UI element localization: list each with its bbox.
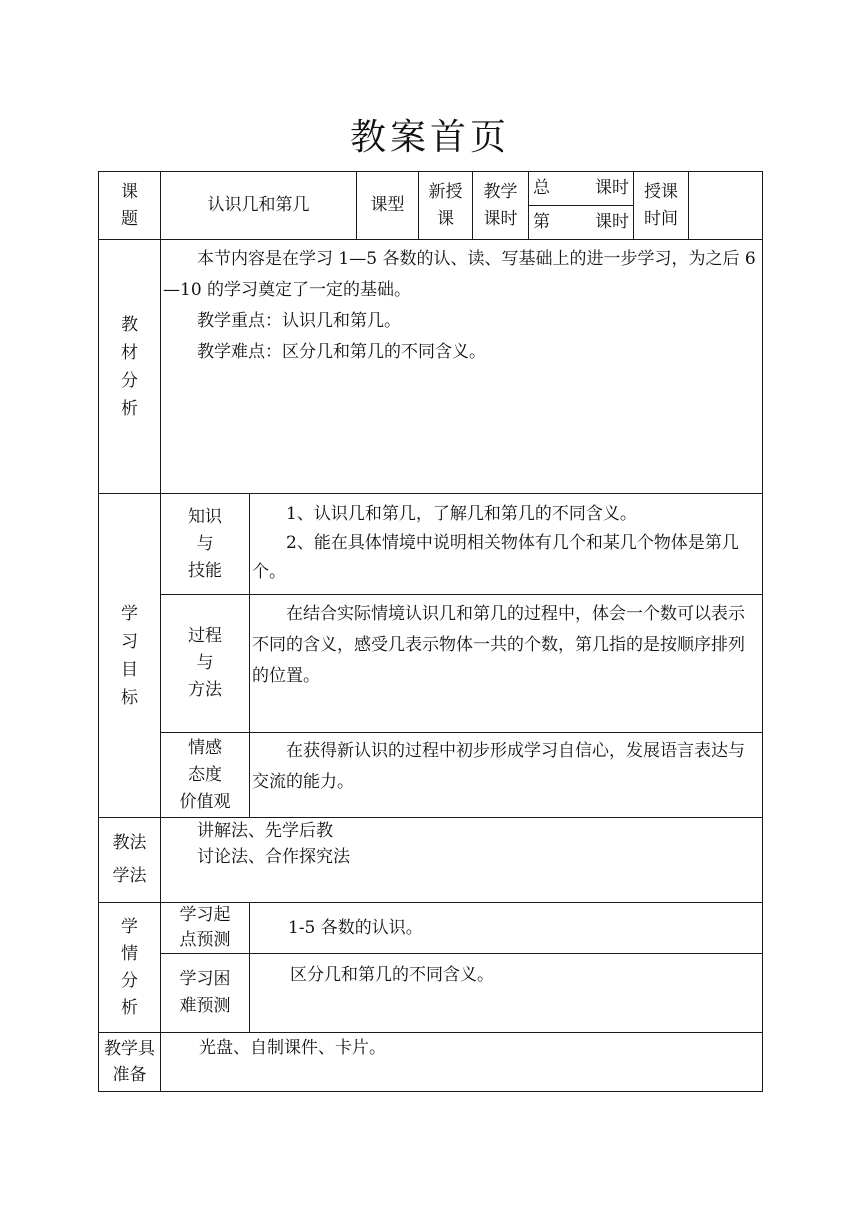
student-label-line-2: 情 [121,943,138,964]
type-value-line-2: 课 [437,208,454,229]
methods-label [99,827,160,893]
hours-nth-prefix: 第 [533,212,550,232]
objective-3-label-cell [161,733,250,818]
objective-2-label-line-1: 过程 [188,626,222,646]
objective-2-line-1: 在结合实际情境认识几和第几的过程中，体会一个数可以表示不同的含义，感受几表示物体一共的个数，第几指的是按顺序排列的位置。 [252,604,745,686]
material-label-line-2: 材 [121,342,138,363]
student-label-line-1: 学 [121,916,138,937]
objective-1-label-cell [161,494,250,595]
material-label-line-1: 教 [121,314,138,335]
tools-text: 光盘、自制课件、卡片。 [199,1038,386,1058]
student-2-label-line-1: 学习困 [179,969,231,989]
student-1-label-line-2: 点预测 [179,930,231,950]
hours-label-line-1: 教学 [483,181,518,202]
hours-nth-suffix: 课时 [595,212,629,232]
student-label-cell [99,903,161,1033]
objectives-label-line-2: 习 [121,631,138,652]
student-label-line-3: 分 [121,970,138,991]
objectives-label-cell [99,494,161,818]
type-label: 课型 [370,195,405,215]
student-2-content [250,954,763,1033]
student-label [99,914,160,1022]
objective-row-1 [99,494,763,595]
material-line-2: 教学重点：认识几和第几。 [197,311,401,331]
student-2-text: 区分几和第几的不同含义。 [290,965,494,985]
objective-row-2 [99,595,763,733]
objective-1-label [161,504,249,585]
objectives-label-line-1: 学 [121,603,138,624]
objectives-label-line-4: 标 [121,687,138,708]
time-label-line-1: 授课 [644,181,678,202]
material-line-1: 本节内容是在学习 1—5 各数的认、读、写基础上的进一步学习，为之后 6—10 的学习奠定了一定的基础。 [163,249,756,300]
time-label [634,179,688,233]
student-row-1 [99,903,763,954]
lesson-plan-table [98,171,763,1092]
tools-label [99,1036,160,1088]
topic-label-line-1: 课 [121,181,138,202]
objective-3-content [250,733,763,818]
page-title: 教案首页 [349,117,510,158]
topic-label-cell [99,172,161,240]
student-1-text: 1-5 各数的认识。 [288,917,423,938]
objective-1-content [250,494,763,595]
methods-label-cell [99,818,161,903]
methods-line-1: 讲解法、先学后教 [197,821,333,841]
methods-content [161,818,763,903]
student-1-label [161,903,249,953]
type-value [419,179,472,233]
hours-total-prefix: 总 [533,178,550,198]
topic-value-cell [161,172,357,240]
material-label-cell [99,240,161,494]
objective-1-label-line-3: 技能 [188,560,222,581]
time-label-line-2: 时间 [644,208,678,229]
hours-value-cell [529,172,634,240]
tools-label-line-2: 准备 [112,1065,147,1085]
objective-2-content [250,595,763,733]
tools-row [99,1033,763,1092]
objective-1-label-line-1: 知识 [188,506,222,527]
methods-line-2: 讨论法、合作探究法 [197,847,350,867]
tools-label-line-1: 教学具 [104,1039,155,1059]
objective-row-3 [99,733,763,818]
methods-label-line-1: 教法 [112,833,147,853]
objective-1-line-2: 2、能在具体情境中说明相关物体有几个和某几个物体是第几个。 [252,533,739,582]
student-2-label-line-2: 难预测 [179,996,231,1016]
topic-label [99,179,160,233]
hours-nth [529,206,633,239]
hours-total [529,172,633,206]
student-2-label-cell [161,954,250,1033]
objective-2-label-line-3: 方法 [188,680,222,700]
student-1-label-cell [161,903,250,954]
topic-label-line-2: 题 [121,208,138,229]
type-label-cell [357,172,419,240]
objective-2-label-cell [161,595,250,733]
objective-3-label-line-2: 态度 [188,764,222,785]
tools-label-cell [99,1033,161,1092]
type-value-cell [419,172,473,240]
material-content [161,240,763,494]
objective-1-label-line-2: 与 [196,533,214,554]
tools-content [161,1033,763,1092]
objectives-label-line-3: 目 [121,659,138,680]
student-2-label [161,966,249,1020]
objective-3-label-line-1: 情感 [188,737,222,758]
header-row [99,172,763,240]
student-row-2 [99,954,763,1033]
hours-label [473,179,528,233]
hours-label-line-2: 课时 [483,208,518,229]
objective-2-label [161,623,249,704]
material-row [99,240,763,494]
objective-2-label-line-2: 与 [196,653,214,673]
student-label-line-4: 析 [121,997,138,1018]
objective-3-label-line-3: 价值观 [179,791,231,812]
student-1-content [250,903,763,954]
hours-label-cell [473,172,529,240]
objectives-label [99,600,160,712]
type-value-line-1: 新授 [428,181,463,202]
methods-row [99,818,763,903]
objective-3-label [161,735,249,816]
methods-label-line-2: 学法 [112,866,147,886]
objective-3-line-1: 在获得新认识的过程中初步形成学习自信心，发展语言表达与交流的能力。 [252,741,745,792]
objective-1-line-1: 1、认识几和第几，了解几和第几的不同含义。 [286,504,637,524]
time-label-cell [634,172,689,240]
time-value-cell [689,172,763,240]
material-label-line-3: 分 [121,370,138,391]
topic-value: 认识几和第几 [207,195,310,215]
material-label-line-4: 析 [121,398,138,419]
material-label [99,311,160,423]
student-1-label-line-1: 学习起 [179,905,231,925]
hours-total-suffix: 课时 [595,178,629,198]
material-line-3: 教学难点：区分几和第几的不同含义。 [197,342,486,362]
